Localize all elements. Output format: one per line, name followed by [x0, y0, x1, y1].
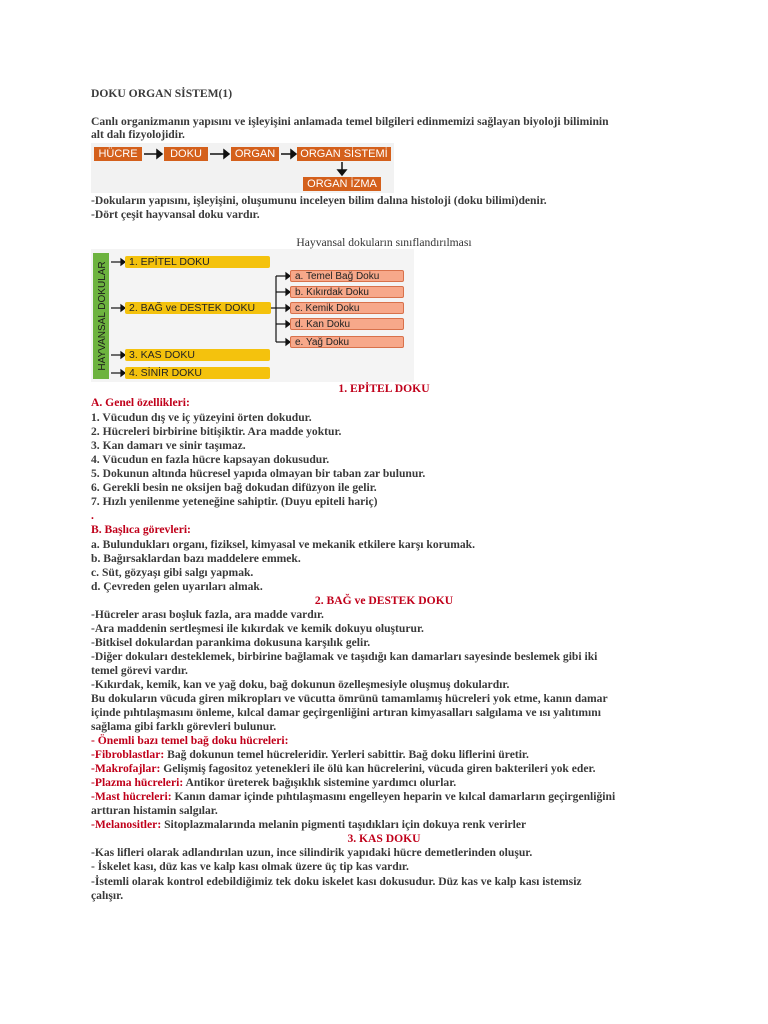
- epitel-general-1: 1. Vücudun dış ve iç yüzeyini örten dokudur.: [91, 411, 312, 424]
- epitel-duty-d: d. Çevreden gelen uyarıları almak.: [91, 580, 263, 593]
- cell-makrofaj: [91, 762, 596, 776]
- cell-desc: Bağ dokunun temel hücreleridir. Yerleri sabittir. Bağ doku liflerini üretir.: [164, 748, 529, 761]
- cell-plazma: [91, 776, 456, 790]
- cell-name: -Melanositler:: [91, 818, 162, 831]
- sub-temel-bag: a. Temel Bağ Doku: [290, 270, 404, 282]
- hierarchy-flow-diagram: [91, 143, 394, 193]
- epitel-duty-a: a. Bulundukları organı, fiziksel, kimyasal ve mekanik etkilere karşı korumak.: [91, 538, 476, 551]
- cell-desc: Sitoplazmalarında melanin pigmenti taşıdıkları için dokuya renk verirler: [161, 818, 527, 831]
- sub-yag: e. Yağ Doku: [290, 336, 404, 348]
- class-bag-destek: 2. BAĞ ve DESTEK DOKU: [125, 302, 271, 314]
- note-histology: -Dokuların yapısını, işleyişini, oluşumunu inceleyen bilim dalına histoloji (doku bilimi)denir.: [91, 194, 547, 207]
- epitel-general-6: 6. Gerekli besin ne oksijen bağ dokudan difüzyon ile gelir.: [91, 481, 377, 494]
- sub-kemik: c. Kemik Doku: [290, 302, 404, 314]
- note-four-types: -Dört çeşit hayvansal doku vardır.: [91, 208, 260, 221]
- cell-fibroblast: [91, 748, 529, 762]
- classification-caption: Hayvansal dokuların sınıflandırılması: [296, 236, 472, 249]
- epitel-general-4: 4. Vücudun en fazla hücre kapsayan dokusudur.: [91, 453, 330, 466]
- flow-step-tissue: DOKU: [164, 147, 208, 161]
- cell-desc: Kanın damar içinde pıhtılaşmasını engelleyen heparin ve kılcal damarların geçirgenliğini: [171, 790, 616, 803]
- epitel-duties-heading: B. Başlıca görevleri:: [91, 523, 191, 536]
- epitel-general-7: 7. Hızlı yenilenme yeteneğine sahiptir. (Duyu epiteli hariç): [91, 495, 378, 508]
- tree-connectors: [91, 249, 414, 382]
- class-kas: 3. KAS DOKU: [125, 349, 270, 361]
- page-title: DOKU ORGAN SİSTEM(1): [91, 87, 233, 100]
- class-sinir: 4. SİNİR DOKU: [125, 367, 270, 379]
- section-heading-epitel: 1. EPİTEL DOKU: [338, 382, 430, 395]
- kas-line-4: çalışır.: [91, 889, 124, 902]
- flow-step-organism: ORGAN İZMA: [303, 177, 381, 191]
- epitel-general-5: 5. Dokunun altında hücresel yapıda olmayan bir taban zar bulunur.: [91, 467, 426, 480]
- epitel-general-2: 2. Hücreleri birbirine bitişiktir. Ara madde yoktur.: [91, 425, 342, 438]
- flow-step-cell: HÜCRE: [94, 147, 142, 161]
- cell-name: -Plazma hücreleri:: [91, 776, 184, 789]
- section-heading-bag: 2. BAĞ ve DESTEK DOKU: [314, 594, 454, 607]
- epitel-general-heading: A. Genel özellikleri:: [91, 396, 190, 409]
- cell-desc: Gelişmiş fagositoz yetenekleri ile ölü kan hücrelerini, vücuda giren bakterileri yok eder.: [160, 762, 596, 775]
- classification-diagram: [91, 249, 414, 382]
- bag-line-1: -Hücreler arası boşluk fazla, ara madde vardır.: [91, 608, 324, 621]
- bag-line-6: -Kıkırdak, kemik, kan ve yağ doku, bağ dokunun özelleşmesiyle oluşmuş dokulardır.: [91, 678, 510, 691]
- bag-line-7: Bu dokuların vücuda giren mikropları ve vücutta ömrünü tamamlamış hücreleri yok etme, kanın damar: [91, 692, 608, 705]
- kas-line-2: - İskelet kası, düz kas ve kalp kası olmak üzere üç tip kas vardır.: [91, 860, 409, 873]
- bag-line-9: sağlama gibi farklı görevleri bulunur.: [91, 720, 277, 733]
- epitel-dot: .: [91, 509, 94, 522]
- bag-line-3: -Bitkisel dokulardan parankima dokusuna karşılık gelir.: [91, 636, 371, 649]
- epitel-duty-b: b. Bağırsaklardan bazı maddelere emmek.: [91, 552, 301, 565]
- root-label-text: HAYVANSAL DOKULAR: [97, 261, 108, 371]
- kas-line-1: -Kas lifleri olarak adlandırılan uzun, ince silindirik yapıdaki hücre demetlerinden oluşur.: [91, 846, 533, 859]
- intro-line-1: Canlı organizmanın yapısını ve işleyişini anlamada temel bilgileri edinmemizi sağlayan biyoloji biliminin: [91, 115, 609, 128]
- intro-line-2: alt dalı fizyolojidir.: [91, 128, 185, 141]
- bag-line-4: -Diğer dokuları desteklemek, birbirine bağlamak ve taşıdığı kan damarları sayesinde beslemek gibi iki: [91, 650, 598, 663]
- section-heading-kas: 3. KAS DOKU: [347, 832, 421, 845]
- bag-line-2: -Ara maddenin sertleşmesi ile kıkırdak ve kemik dokuyu oluşturur.: [91, 622, 424, 635]
- class-epitel: 1. EPİTEL DOKU: [125, 256, 270, 268]
- cell-mast: [91, 790, 615, 804]
- epitel-general-3: 3. Kan damarı ve sinir taşımaz.: [91, 439, 246, 452]
- flow-step-organ-system: ORGAN SİSTEMİ: [297, 147, 391, 161]
- cell-desc: arttıran histamin salgılar.: [91, 804, 218, 817]
- sub-kan: d. Kan Doku: [290, 318, 404, 330]
- flow-arrows: [91, 143, 394, 193]
- cell-desc: Antikor üreterek bağışıklık sistemine yardımcı olurlar.: [183, 776, 457, 789]
- epitel-duty-c: c. Süt, gözyaşı gibi salgı yapmak.: [91, 566, 254, 579]
- cell-melanosit: [91, 818, 526, 832]
- cell-name: -Mast hücreleri:: [91, 790, 172, 803]
- kas-line-3: -İstemli olarak kontrol edebildiğimiz tek doku iskelet kası dokusudur. Düz kas ve kalp kası istemsiz: [91, 875, 582, 888]
- bag-line-5: temel görevi vardır.: [91, 664, 188, 677]
- flow-step-organ: ORGAN: [231, 147, 279, 161]
- cell-name: -Fibroblastlar:: [91, 748, 165, 761]
- sub-kikirdak: b. Kıkırdak Doku: [290, 286, 404, 298]
- cell-mast-cont: [91, 804, 218, 818]
- bag-cells-heading: - Önemli bazı temel bağ doku hücreleri:: [91, 734, 289, 747]
- cell-name: -Makrofajlar:: [91, 762, 161, 775]
- bag-line-8: içinde pıhtılaşmasını önleme, kılcal damar geçirgenliğini artıran kimyasalları salgılama ve ısı yalıtımını: [91, 706, 601, 719]
